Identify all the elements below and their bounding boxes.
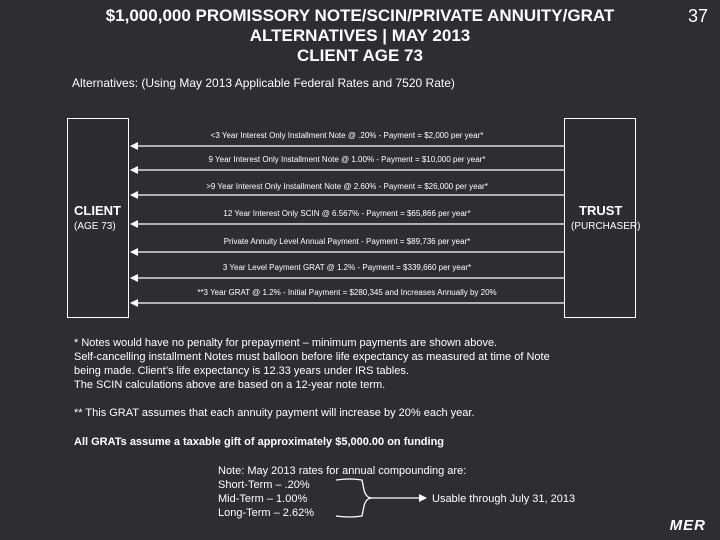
notes-block [74, 336, 550, 392]
note-life-expectancy: being made. Client’s life expectancy is 12.33 years under IRS tables. [74, 365, 409, 377]
client-age: (AGE 73) [74, 221, 116, 232]
alternatives-subtitle: Alternatives: (Using May 2013 Applicable Federal Rates and 7520 Rate) [72, 76, 455, 90]
rate-short-term: Short-Term – .20% [218, 479, 310, 491]
rate-long-term: Long-Term – 2.62% [218, 507, 314, 519]
note-grat-increase: ** This GRAT assumes that each annuity payment will increase by 20% each year. [74, 407, 475, 419]
trust-label: TRUST [579, 203, 623, 218]
title-line-1: $1,000,000 PROMISSORY NOTE/SCIN/PRIVATE ANNUITY/GRAT [105, 6, 615, 25]
trust-box [564, 118, 641, 318]
note-scin-balloon: Self-cancelling installment Notes must balloon before life expectancy as measured at time of Note [74, 351, 550, 363]
client-box [67, 118, 129, 318]
alternative-3: >9 Year Interest Only Installment Note @ 2.60% - Payment = $26,000 per year* [206, 182, 488, 191]
rates-heading: Note: May 2013 rates for annual compounding are: [218, 465, 467, 477]
rates-usable: Usable through July 31, 2013 [432, 493, 576, 505]
title-line-3: CLIENT AGE 73 [297, 46, 423, 65]
note-prepayment: * Notes would have no penalty for prepayment – minimum payments are shown above. [74, 337, 498, 349]
alternative-6: 3 Year Level Payment GRAT @ 1.2% - Payment = $339,660 per year* [222, 263, 472, 272]
rates-block [218, 464, 466, 520]
alternative-2: 9 Year Interest Only Installment Note @ 1.00% - Payment = $10,000 per year* [208, 155, 486, 164]
title-line-2: ALTERNATIVES | MAY 2013 [249, 26, 471, 45]
rate-mid-term: Mid-Term – 1.00% [218, 493, 308, 505]
alternative-1: <3 Year Interest Only Installment Note @ .20% - Payment = $2,000 per year* [210, 131, 484, 140]
note-scin-term: The SCIN calculations above are based on a 12-year note term. [74, 379, 386, 391]
trust-sub: (PURCHASER) [571, 221, 641, 232]
company-logo: MER [669, 517, 706, 534]
alternative-5: Private Annuity Level Annual Payment - Payment = $89,736 per year* [223, 237, 471, 246]
page-number: 37 [687, 6, 708, 26]
client-label: CLIENT [74, 203, 121, 218]
note-grat-gift: All GRATs assume a taxable gift of approximately $5,000.00 on funding [74, 436, 445, 448]
alternative-4: 12 Year Interest Only SCIN @ 6.567% - Payment = $65,866 per year* [223, 209, 471, 218]
alternative-7: **3 Year GRAT @ 1.2% - Initial Payment = $280,345 and Increases Annually by 20% [197, 288, 497, 297]
